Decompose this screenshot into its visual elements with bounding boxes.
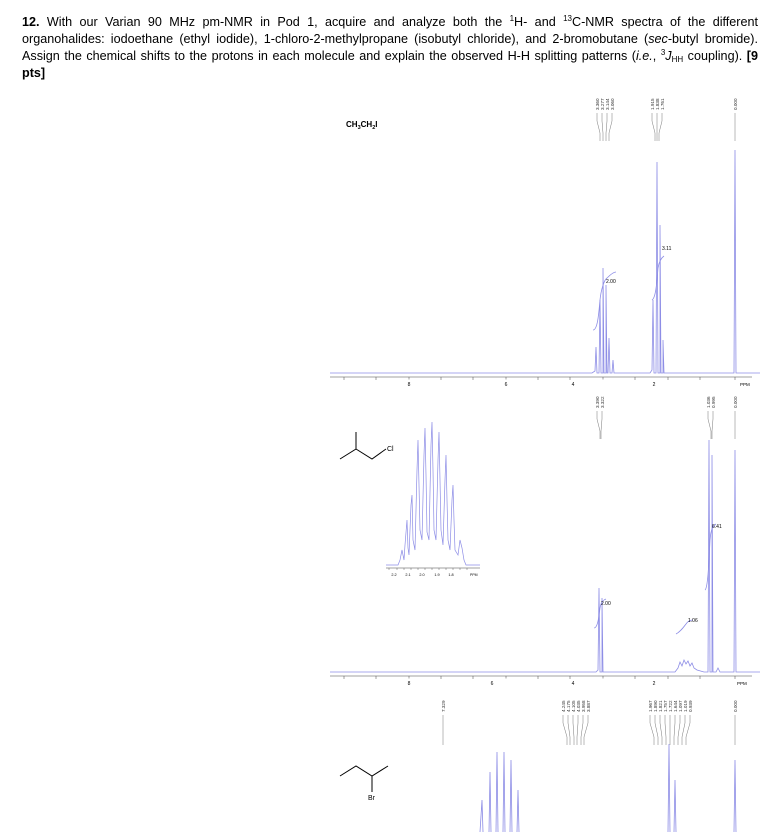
superscript: 13 — [563, 14, 572, 23]
question-part: , — [652, 49, 661, 63]
peak-label: 3.144 — [605, 98, 610, 110]
peak-label: 7.329 — [441, 700, 446, 712]
peak-label: 1.838 — [655, 98, 660, 110]
axis-tick: 6 — [490, 681, 494, 687]
question-part: -butyl bromide). Assign the chemical shifts to the protons in each molecule and explain the observed H-H splitting patterns ( — [22, 32, 758, 63]
peak-label: 3.360 — [595, 98, 600, 110]
integral-value: 2.00 — [601, 601, 611, 607]
question-number: 12. — [22, 15, 40, 29]
inset-tick: 2.2 — [391, 573, 397, 577]
peak-label: 0.000 — [733, 396, 738, 408]
axis-unit: PPM — [740, 382, 750, 387]
superscript: 3 — [660, 48, 666, 57]
peak-label: 3.887 — [586, 700, 591, 712]
ppm-axis — [330, 676, 752, 687]
peak-label: 1.761 — [660, 98, 665, 110]
axis-tick: 8 — [407, 382, 411, 388]
peak-label: 1.915 — [650, 98, 655, 110]
axis-unit: PPM — [737, 681, 747, 686]
atom-label: Br — [368, 795, 375, 802]
peak-labels — [595, 396, 738, 408]
peak-labels — [595, 98, 738, 110]
question-part: With our Varian 90 MHz pm-NMR in Pod 1, acquire and analyze both the — [46, 15, 510, 29]
integral-value: 3.11 — [662, 246, 672, 252]
superscript: 1 — [509, 14, 515, 23]
inset-tick: 2.1 — [405, 573, 411, 577]
spectrum-3 — [340, 700, 738, 832]
question-part: coupling). — [683, 49, 747, 63]
spectrum-1 — [330, 98, 760, 388]
peak-label: 1.967 — [648, 700, 653, 712]
peak-label: 0.995 — [711, 396, 716, 408]
peak-label: 1.644 — [673, 700, 678, 712]
axis-tick: 8 — [407, 681, 411, 687]
inset-expansion — [386, 422, 480, 577]
inset-tick: 1.9 — [434, 573, 440, 577]
peak-label: 0.000 — [733, 700, 738, 712]
spectrum-2 — [330, 396, 760, 687]
axis-tick: 2 — [652, 681, 656, 687]
peak-label: 3.958 — [581, 700, 586, 712]
question-part: C-NMR spectra of the different organohalides: iodoethane (ethyl iodide), 1-chloro-2-methylpropane (isobutyl chloride), and 2-bromobutane ( — [22, 15, 758, 46]
peak-label: 0.939 — [688, 700, 693, 712]
peak-leaders — [443, 715, 735, 745]
axis-tick: 2 — [652, 382, 656, 388]
peak-label: 1.036 — [706, 396, 711, 408]
peak-label: 1.019 — [683, 700, 688, 712]
subscript: HH — [671, 55, 684, 64]
spectrum-trace — [480, 744, 736, 832]
spectrum-trace — [330, 150, 760, 373]
ppm-axis — [330, 377, 752, 388]
atom-label: Cl — [387, 446, 394, 453]
peak-label: 4.175 — [566, 700, 571, 712]
peak-label: 3.277 — [600, 98, 605, 110]
peak-label: 3.060 — [610, 98, 615, 110]
italic-text: J — [665, 49, 672, 63]
inset-tick: 1.8 — [448, 573, 454, 577]
inset-unit: PPM — [470, 573, 478, 577]
peak-label: 3.322 — [600, 396, 605, 408]
integral-value: 1.06 — [688, 618, 698, 624]
peak-label: 1.890 — [653, 700, 658, 712]
peak-label: 1.097 — [678, 700, 683, 712]
peak-label: 3.390 — [595, 396, 600, 408]
peak-label: 1.821 — [658, 700, 663, 712]
integral-value: 6.41 — [712, 524, 722, 530]
peak-label: 4.105 — [571, 700, 576, 712]
inset-tick: 2.0 — [419, 573, 425, 577]
isobutyl-chloride-structure — [340, 432, 386, 459]
peak-label: 1.757 — [663, 700, 668, 712]
points: [9 pts] — [22, 49, 758, 80]
axis-tick: 4 — [571, 681, 575, 687]
italic-text: i.e. — [635, 49, 653, 63]
peak-label: 4.035 — [576, 700, 581, 712]
peak-label: 4.245 — [561, 700, 566, 712]
peak-label: 1.722 — [668, 700, 673, 712]
italic-text: sec — [648, 32, 668, 46]
peak-label: 0.000 — [733, 98, 738, 110]
question-part: H- and — [514, 15, 564, 29]
compound-formula: $CH_3CH_2I$ — [346, 120, 378, 131]
integral-value: 2.00 — [606, 279, 616, 285]
peak-labels — [441, 700, 738, 712]
axis-tick: 4 — [571, 382, 575, 388]
sec-butyl-bromide-structure — [340, 766, 388, 792]
peak-leaders — [597, 411, 735, 439]
axis-tick: 6 — [504, 382, 508, 388]
peak-leaders — [597, 113, 735, 141]
spectrum-trace — [330, 440, 760, 672]
